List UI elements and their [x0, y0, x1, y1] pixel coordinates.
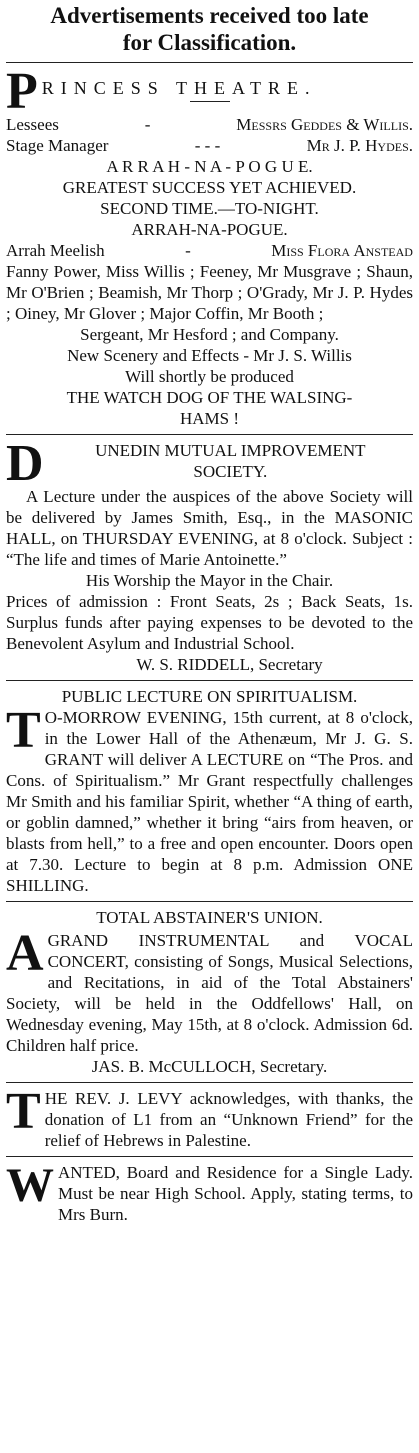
drop-cap: D [6, 435, 44, 492]
header-line-2: for Classification. [122, 30, 297, 55]
sergeant-line: Sergeant, Mr Hesford ; and Company. [80, 325, 339, 344]
divider [6, 62, 413, 63]
drop-cap: W [6, 1159, 54, 1212]
play-title: ARRAH-NA-POGUE. [131, 220, 288, 239]
divider [6, 1082, 413, 1083]
cast-lead-row: Arrah Meelish - Miss Flora Anstead [6, 241, 413, 260]
title-underline [190, 101, 230, 102]
ad-princess-theatre [6, 68, 413, 429]
lessees-row: Lessees - Messrs Geddes & Willis. [6, 115, 413, 134]
ad-title: TOTAL ABSTAINER'S UNION. [96, 908, 323, 927]
ad-wanted [6, 1159, 413, 1225]
stage-manager-row: Stage Manager - - - Mr J. P. Hydes. [6, 136, 413, 155]
scenery-line: New Scenery and Effects - Mr J. S. Willis [67, 346, 352, 365]
header-line-1: Advertisements received too late [50, 3, 369, 28]
watchdog-line-1: THE WATCH DOG OF THE WALSING- [66, 388, 353, 407]
ad-body: O-MORROW EVENING, 15th current, at 8 o'clock, in the Lower Hall of the Athenæum, Mr J. G. S. GRANT will deliver A LECTURE on “The Pros. and Cons. of Spiritualism.” Mr Grant respectfully challenges Mr Smith and his familiar Spirit, whether “A thing of earth, or goblin damned,” whether it bring “airs from heaven, or blasts from hell,” to a free and open encounter. Doors open at 7.30. Lecture to begin at 8 p.m. Admission ONE SHILLING. [6, 708, 413, 895]
divider [6, 434, 413, 435]
ad-body: GRAND INSTRUMENTAL and VOCAL CONCERT, consisting of Songs, Musical Selections, and Recitations, in aid of the Total Abstainers' Society, will be held in the Oddfellows' Hall, on Wednesday evening, May 15th, at 8 o'clock. Admission 6d. Children half price. [6, 931, 413, 1055]
second-time-line: SECOND TIME.—TO-NIGHT. [100, 199, 319, 218]
ad-title-2: SOCIETY. [193, 462, 268, 481]
ad-title: PUBLIC LECTURE ON SPIRITUALISM. [61, 687, 358, 706]
ad-title: RINCESS THEATRE. [41, 78, 317, 98]
ad-spiritualism-lecture [6, 686, 413, 896]
cast-list: Fanny Power, Miss Willis ; Feeney, Mr Musgrave ; Shaun, Mr O'Brien ; Beamish, Mr Thorp ; O'Grady, Mr J. P. Hydes ; Oiney, Mr Glover ; Major Coffin, Mr Booth ; [6, 262, 413, 323]
ad-body: HE REV. J. LEVY acknowledges, with thanks, the donation of L1 from an “Unknown Friend” for the relief of Hebrews in Palestine. [44, 1089, 413, 1150]
divider [6, 1156, 413, 1157]
divider [6, 680, 413, 681]
signature: W. S. RIDDELL, Secretary [136, 655, 323, 674]
play-title-spaced: A R R A H - N A - P O G U E. [106, 157, 313, 176]
divider [6, 901, 413, 902]
shortly-line: Will shortly be produced [125, 367, 294, 386]
ad-body: A Lecture under the auspices of the above Society will be delivered by James Smith, Esq., in the MASONIC HALL, on THURSDAY EVENING, at 8 o'clock. Subject : “The life and times of Marie Antoinette.” [6, 487, 413, 569]
drop-cap: T [6, 1083, 41, 1140]
mayor-line: His Worship the Mayor in the Chair. [85, 571, 334, 590]
ad-rev-levy [6, 1083, 413, 1151]
watchdog-line-2: HAMS ! [179, 409, 240, 428]
section-header [6, 2, 413, 56]
drop-cap: P [6, 68, 38, 114]
signature: JAS. B. McCULLOCH, Secretary. [91, 1057, 328, 1076]
ad-title: UNEDIN MUTUAL IMPROVEMENT [95, 441, 366, 460]
ad-dunedin-society [6, 435, 413, 675]
ad-body: ANTED, Board and Residence for a Single Lady. Must be near High School. Apply, stating terms, to Mrs Burn. [58, 1163, 413, 1224]
drop-cap: T [6, 702, 41, 759]
ad-total-abstainers [6, 907, 413, 1077]
success-line: GREATEST SUCCESS YET ACHIEVED. [62, 178, 357, 197]
drop-cap: A [6, 925, 44, 982]
prices-text: Prices of admission : Front Seats, 2s ; Back Seats, 1s. Surplus funds after paying expenses to be devoted to the Benevolent Asylum and Industrial School. [6, 592, 413, 653]
